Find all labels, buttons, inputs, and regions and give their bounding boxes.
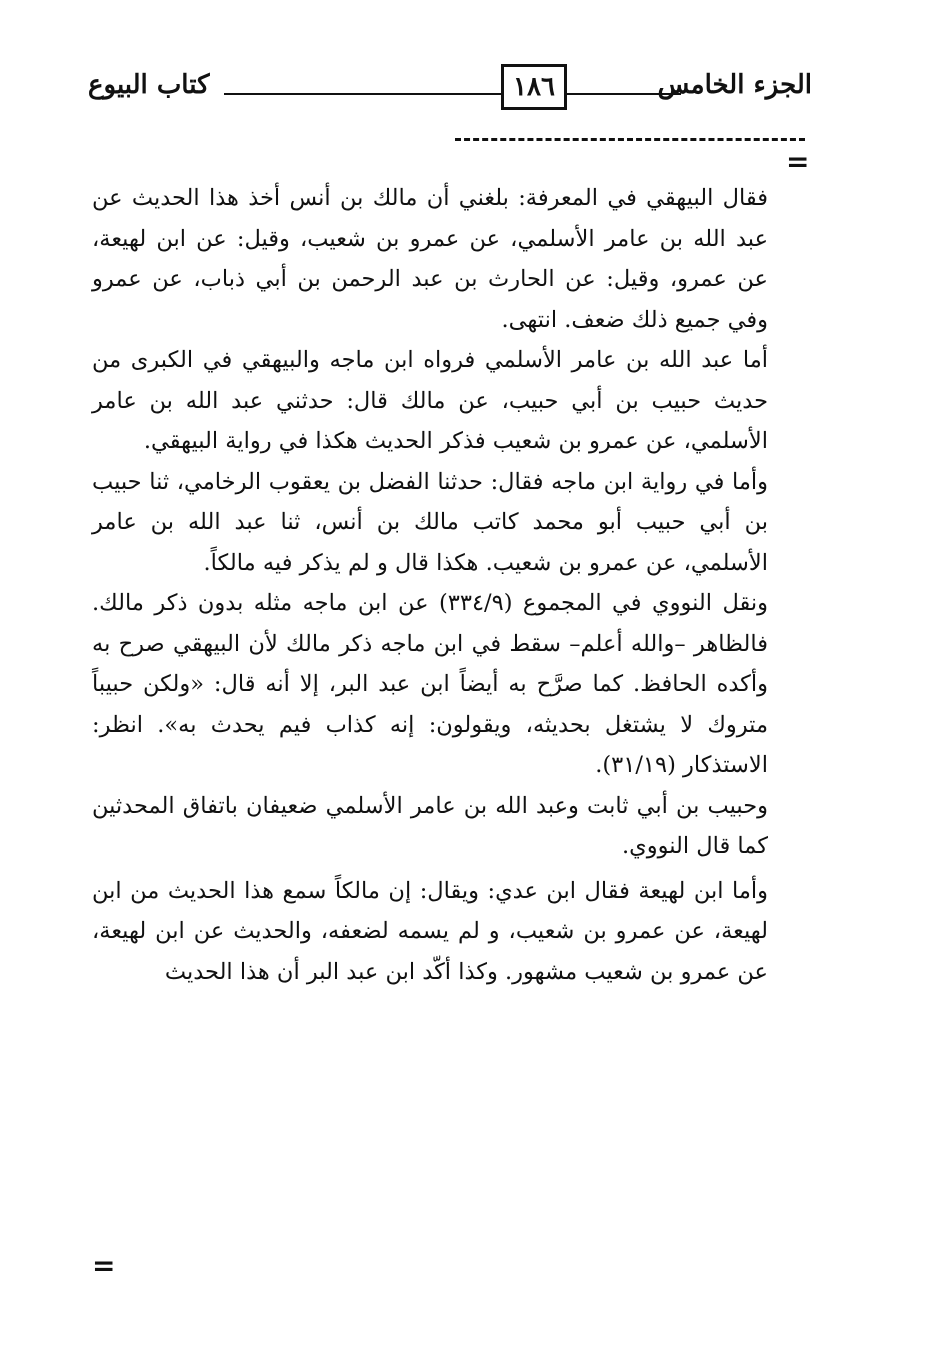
page-body xyxy=(92,178,768,992)
page-header xyxy=(88,64,812,124)
paragraph: وحبيب بن أبي ثابت وعبد الله بن عامر الأسلمي ضعيفان باتفاق المحدثين كما قال النووي. xyxy=(92,792,768,859)
paragraph: ونقل النووي في المجموع (٣٣٤/٩) عن ابن ماجه مثله بدون ذكر مالك. فالظاهر –والله أعلم– سقط في ابن ماجه ذكر مالك لأن البيهقي صرح به وأكده الحافظ. كما صرَّح به أيضاً ابن عبد البر، إلا أنه قال: «ولكن حبيباً متروك لا يشتغل بحديثه، ويقولون: إنه كذاب فيم يحدث به». انظر: الاستذكار (٣١/١٩). xyxy=(92,590,768,778)
paragraph: وأما في رواية ابن ماجه فقال: حدثنا الفضل بن يعقوب الرخامي، ثنا حبيب بن أبي حبيب أبو محمد كاتب مالك بن أنس، ثنا عبد الله بن عامر الأسلمي، عن عمرو بن شعيب. هكذا قال و لم يذكر فيه مالكاً. xyxy=(92,468,768,576)
continuation-mark-top: = xyxy=(786,145,810,178)
continuation-mark-bottom: = xyxy=(92,1249,116,1282)
header-rule-left xyxy=(224,93,502,95)
volume-title: الجزء الخامس xyxy=(657,70,812,100)
page-number: ١٨٦ xyxy=(501,64,567,110)
paragraph: أما عبد الله بن عامر الأسلمي فرواه ابن ماجه والبيهقي في الكبرى من حديث حبيب بن أبي حبيب، عن مالك قال: حدثني عبد الله بن عامر الأسلمي، عن عمرو بن شعيب فذكر الحديث هكذا في رواية البيهقي. xyxy=(92,347,768,454)
paragraph: وأما ابن لهيعة فقال ابن عدي: ويقال: إن مالكاً سمع هذا الحديث من ابن لهيعة، عن عمرو بن شعيب، و لم يسمه لضعفه، والحديث عن ابن لهيعة، عن عمرو بن شعيب مشهور. وكذا أكّد ابن عبد البر أن هذا الحديث xyxy=(92,877,768,985)
book-title: كتاب البيوع xyxy=(88,70,210,100)
paragraph: فقال البيهقي في المعرفة: بلغني أن مالك بن أنس أخذ هذا الحديث عن عبد الله بن عامر الأسلمي، عن عمرو بن شعيب، وقيل: عن ابن لهيعة، عن عمرو، وقيل: عن الحارث بن عبد الرحمن بن أبي ذباب، عن عمرو وفي جميع ذلك ضعف. انتهى. xyxy=(92,185,768,333)
header-dashed-divider xyxy=(455,138,805,141)
